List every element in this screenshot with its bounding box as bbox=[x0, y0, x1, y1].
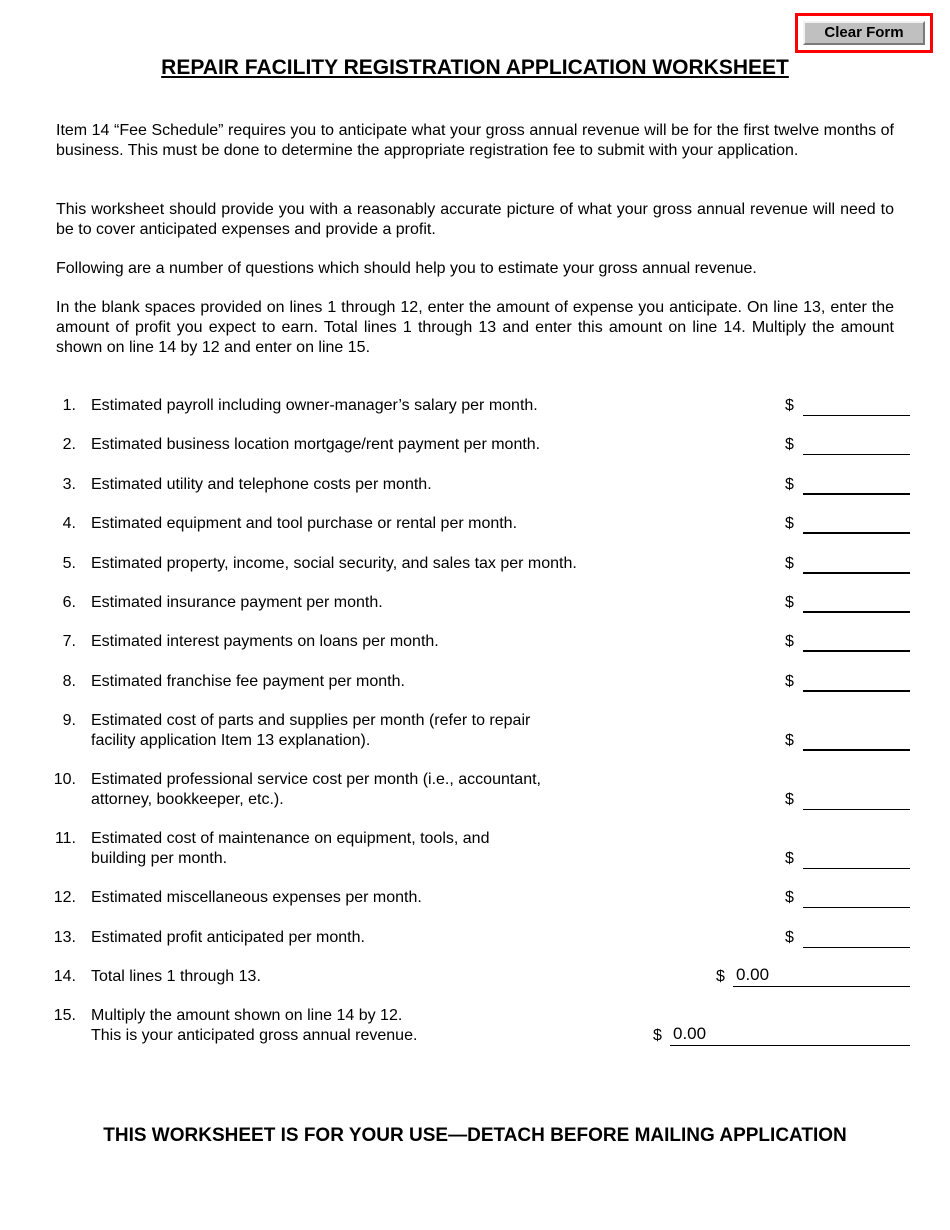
line-9-amount-field[interactable] bbox=[803, 731, 910, 751]
line-8-dollar: $ bbox=[785, 673, 794, 690]
line-4-dollar: $ bbox=[785, 515, 794, 532]
line-11-label: Estimated cost of maintenance on equipment, tools, and bbox=[91, 830, 490, 847]
line-14-dollar: $ bbox=[716, 968, 725, 985]
detach-notice: THIS WORKSHEET IS FOR YOUR USE—DETACH BEFORE MAILING APPLICATION bbox=[103, 1125, 847, 1146]
line-11-dollar: $ bbox=[785, 850, 794, 867]
line-9-number: 9. bbox=[62, 712, 76, 729]
line-13-dollar: $ bbox=[785, 929, 794, 946]
line-10-dollar: $ bbox=[785, 791, 794, 808]
clear-form-highlight bbox=[795, 13, 933, 53]
line-2-number: 2. bbox=[62, 436, 76, 453]
line-1-amount-field[interactable] bbox=[803, 396, 910, 416]
line-6-label: Estimated insurance payment per month. bbox=[91, 594, 383, 611]
line-15-label: Multiply the amount shown on line 14 by 12. bbox=[91, 1007, 403, 1024]
line-10-number: 10. bbox=[53, 771, 76, 788]
line-13-label: Estimated profit anticipated per month. bbox=[91, 929, 365, 946]
line-9-dollar: $ bbox=[785, 732, 794, 749]
line-12-dollar: $ bbox=[785, 889, 794, 906]
line-5-dollar: $ bbox=[785, 555, 794, 572]
line-1-number: 1. bbox=[62, 397, 76, 414]
line-11-number: 11. bbox=[54, 830, 76, 847]
line-1-dollar: $ bbox=[785, 397, 794, 414]
line-3-number: 3. bbox=[62, 476, 76, 493]
line-6-dollar: $ bbox=[785, 594, 794, 611]
page-title: REPAIR FACILITY REGISTRATION APPLICATION WORKSHEET bbox=[161, 56, 789, 79]
line-6-amount-field[interactable] bbox=[803, 593, 910, 613]
line-5-number: 5. bbox=[62, 555, 76, 572]
line-10-amount-field[interactable] bbox=[803, 790, 910, 810]
line-8-number: 8. bbox=[62, 673, 76, 690]
line-13-number: 13. bbox=[53, 929, 76, 946]
line-8-label: Estimated franchise fee payment per month. bbox=[91, 673, 405, 690]
line-4-number: 4. bbox=[62, 515, 76, 532]
line-14-number: 14. bbox=[53, 968, 76, 985]
line-9-label-continued: facility application Item 13 explanation). bbox=[91, 732, 371, 749]
line-14-label: Total lines 1 through 13. bbox=[91, 968, 261, 985]
line-15-dollar: $ bbox=[653, 1027, 662, 1044]
line-7-label: Estimated interest payments on loans per month. bbox=[91, 633, 439, 650]
line-6-number: 6. bbox=[62, 594, 76, 611]
line-13-amount-field[interactable] bbox=[803, 928, 910, 948]
line-7-dollar: $ bbox=[785, 633, 794, 650]
line-10-label: Estimated professional service cost per month (i.e., accountant, bbox=[91, 771, 541, 788]
line-5-amount-field[interactable] bbox=[803, 554, 910, 574]
line-10-label-continued: attorney, bookkeeper, etc.). bbox=[91, 791, 284, 808]
line-11-amount-field[interactable] bbox=[803, 849, 910, 869]
line-2-amount-field[interactable] bbox=[803, 435, 910, 455]
line-14-total-field bbox=[733, 963, 910, 987]
line-8-amount-field[interactable] bbox=[803, 672, 910, 692]
line-3-label: Estimated utility and telephone costs per month. bbox=[91, 476, 432, 493]
line-3-dollar: $ bbox=[785, 476, 794, 493]
intro-paragraph-1: Item 14 “Fee Schedule” requires you to anticipate what your gross annual revenue will be for the first twelve months of business. This must be done to determine the appropriate registration fee to submit with your application. bbox=[56, 122, 894, 159]
line-9-label: Estimated cost of parts and supplies per month (refer to repair bbox=[91, 712, 531, 729]
clear-form-button[interactable]: Clear Form bbox=[803, 21, 925, 45]
line-5-label: Estimated property, income, social security, and sales tax per month. bbox=[91, 555, 577, 572]
line-15-annual-revenue-field bbox=[670, 1022, 910, 1046]
line-7-amount-field[interactable] bbox=[803, 632, 910, 652]
intro-paragraph-4: In the blank spaces provided on lines 1 through 12, enter the amount of expense you anticipate. On line 13, enter the amount of profit you expect to earn. Total lines 1 through 13 and enter this amount on line 14. Multiply the amount shown on line 14 by 12 and enter on line 15. bbox=[56, 299, 894, 356]
intro-paragraph-3: Following are a number of questions which should help you to estimate your gross annual revenue. bbox=[56, 260, 757, 277]
line-12-number: 12. bbox=[53, 889, 76, 906]
line-15-number: 15. bbox=[53, 1007, 76, 1024]
intro-paragraph-2: This worksheet should provide you with a reasonably accurate picture of what your gross annual revenue will need to be to cover anticipated expenses and provide a profit. bbox=[56, 201, 894, 238]
line-7-number: 7. bbox=[62, 633, 76, 650]
line-11-label-continued: building per month. bbox=[91, 850, 228, 867]
line-12-amount-field[interactable] bbox=[803, 888, 910, 908]
line-12-label: Estimated miscellaneous expenses per month. bbox=[91, 889, 422, 906]
line-2-label: Estimated business location mortgage/rent payment per month. bbox=[91, 436, 541, 453]
line-15-label-continued: This is your anticipated gross annual revenue. bbox=[91, 1027, 418, 1044]
line-1-label: Estimated payroll including owner-manager’s salary per month. bbox=[91, 397, 538, 414]
line-3-amount-field[interactable] bbox=[803, 475, 910, 495]
line-4-label: Estimated equipment and tool purchase or rental per month. bbox=[91, 515, 518, 532]
line-4-amount-field[interactable] bbox=[803, 514, 910, 534]
line-2-dollar: $ bbox=[785, 436, 794, 453]
